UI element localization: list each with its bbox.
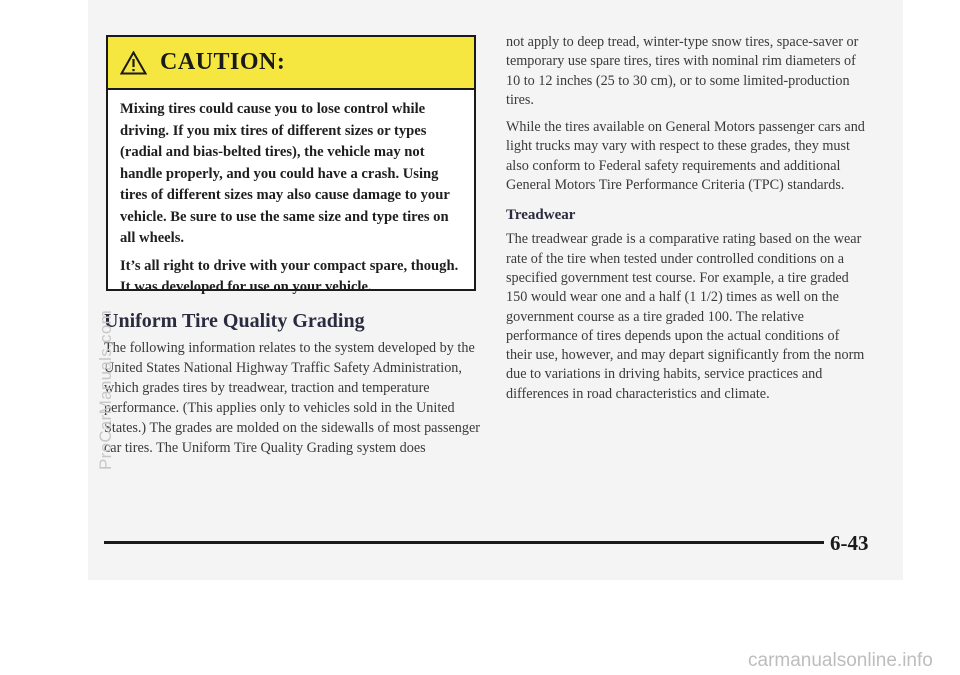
warning-triangle-icon (120, 51, 147, 75)
body-paragraph: not apply to deep tread, winter-type snow tires, space-saver or temporary use spare tires, tires with nominal rim diameters of 10 to 12 inches (25 to 30 cm), or to some limited-production tires. (506, 34, 859, 108)
page-number: 6-43 (830, 531, 869, 555)
treadwear-heading: Treadwear (506, 207, 576, 224)
watermark: ProCarManuals.com (96, 309, 115, 470)
section-title: Uniform Tire Quality Grading (104, 310, 365, 332)
caution-paragraph: It’s all right to drive with your compact spare, though. It was developed for use on your vehicle. (120, 257, 459, 295)
footer-url: carmanualsonline.info (748, 650, 933, 671)
caution-paragraph: Mixing tires could cause you to lose control while driving. If you mix tires of different sizes or types (radial and bias-belted tires), the vehicle may not handle properly, and you could have a crash. Using tires of different sizes may also cause damage to your vehicle. Be sure to use the same size and type tires on all wheels. (120, 101, 450, 246)
body-paragraph: While the tires available on General Motors passenger cars and light trucks may vary with respect to these grades, they must also conform to Federal safety requirements and additional General Motors Tire Performance Criteria (TPC) standards. (506, 119, 865, 194)
caution-box (106, 35, 476, 295)
footer-rule (104, 541, 824, 544)
caution-title: CAUTION: (160, 49, 286, 75)
caution-header (108, 37, 474, 90)
section-body-text: The following information relates to the system developed by the United States National Highway Traffic Safety Administration, which grades tires by treadwear, traction and temperature performance. (This applies only to vehicles sold in the United States.) The grades are molded on the sidewalls of most passenger car tires. The Uniform Tire Quality Grading system does (104, 340, 481, 456)
body-paragraph: The treadwear grade is a comparative rating based on the wear rate of the tire when tested under controlled conditions on a specified government test course. For example, a tire graded 150 would wear one and a half (1 1/2) times as well on the government course as a tire graded 100. The relative performance of tires depends upon the actual conditions of their use, however, and may depart significantly from the norm due to variations in driving habits, service practices and differences in road characteristics and climate. (506, 231, 865, 402)
right-column (506, 33, 866, 412)
caution-body (120, 99, 465, 305)
